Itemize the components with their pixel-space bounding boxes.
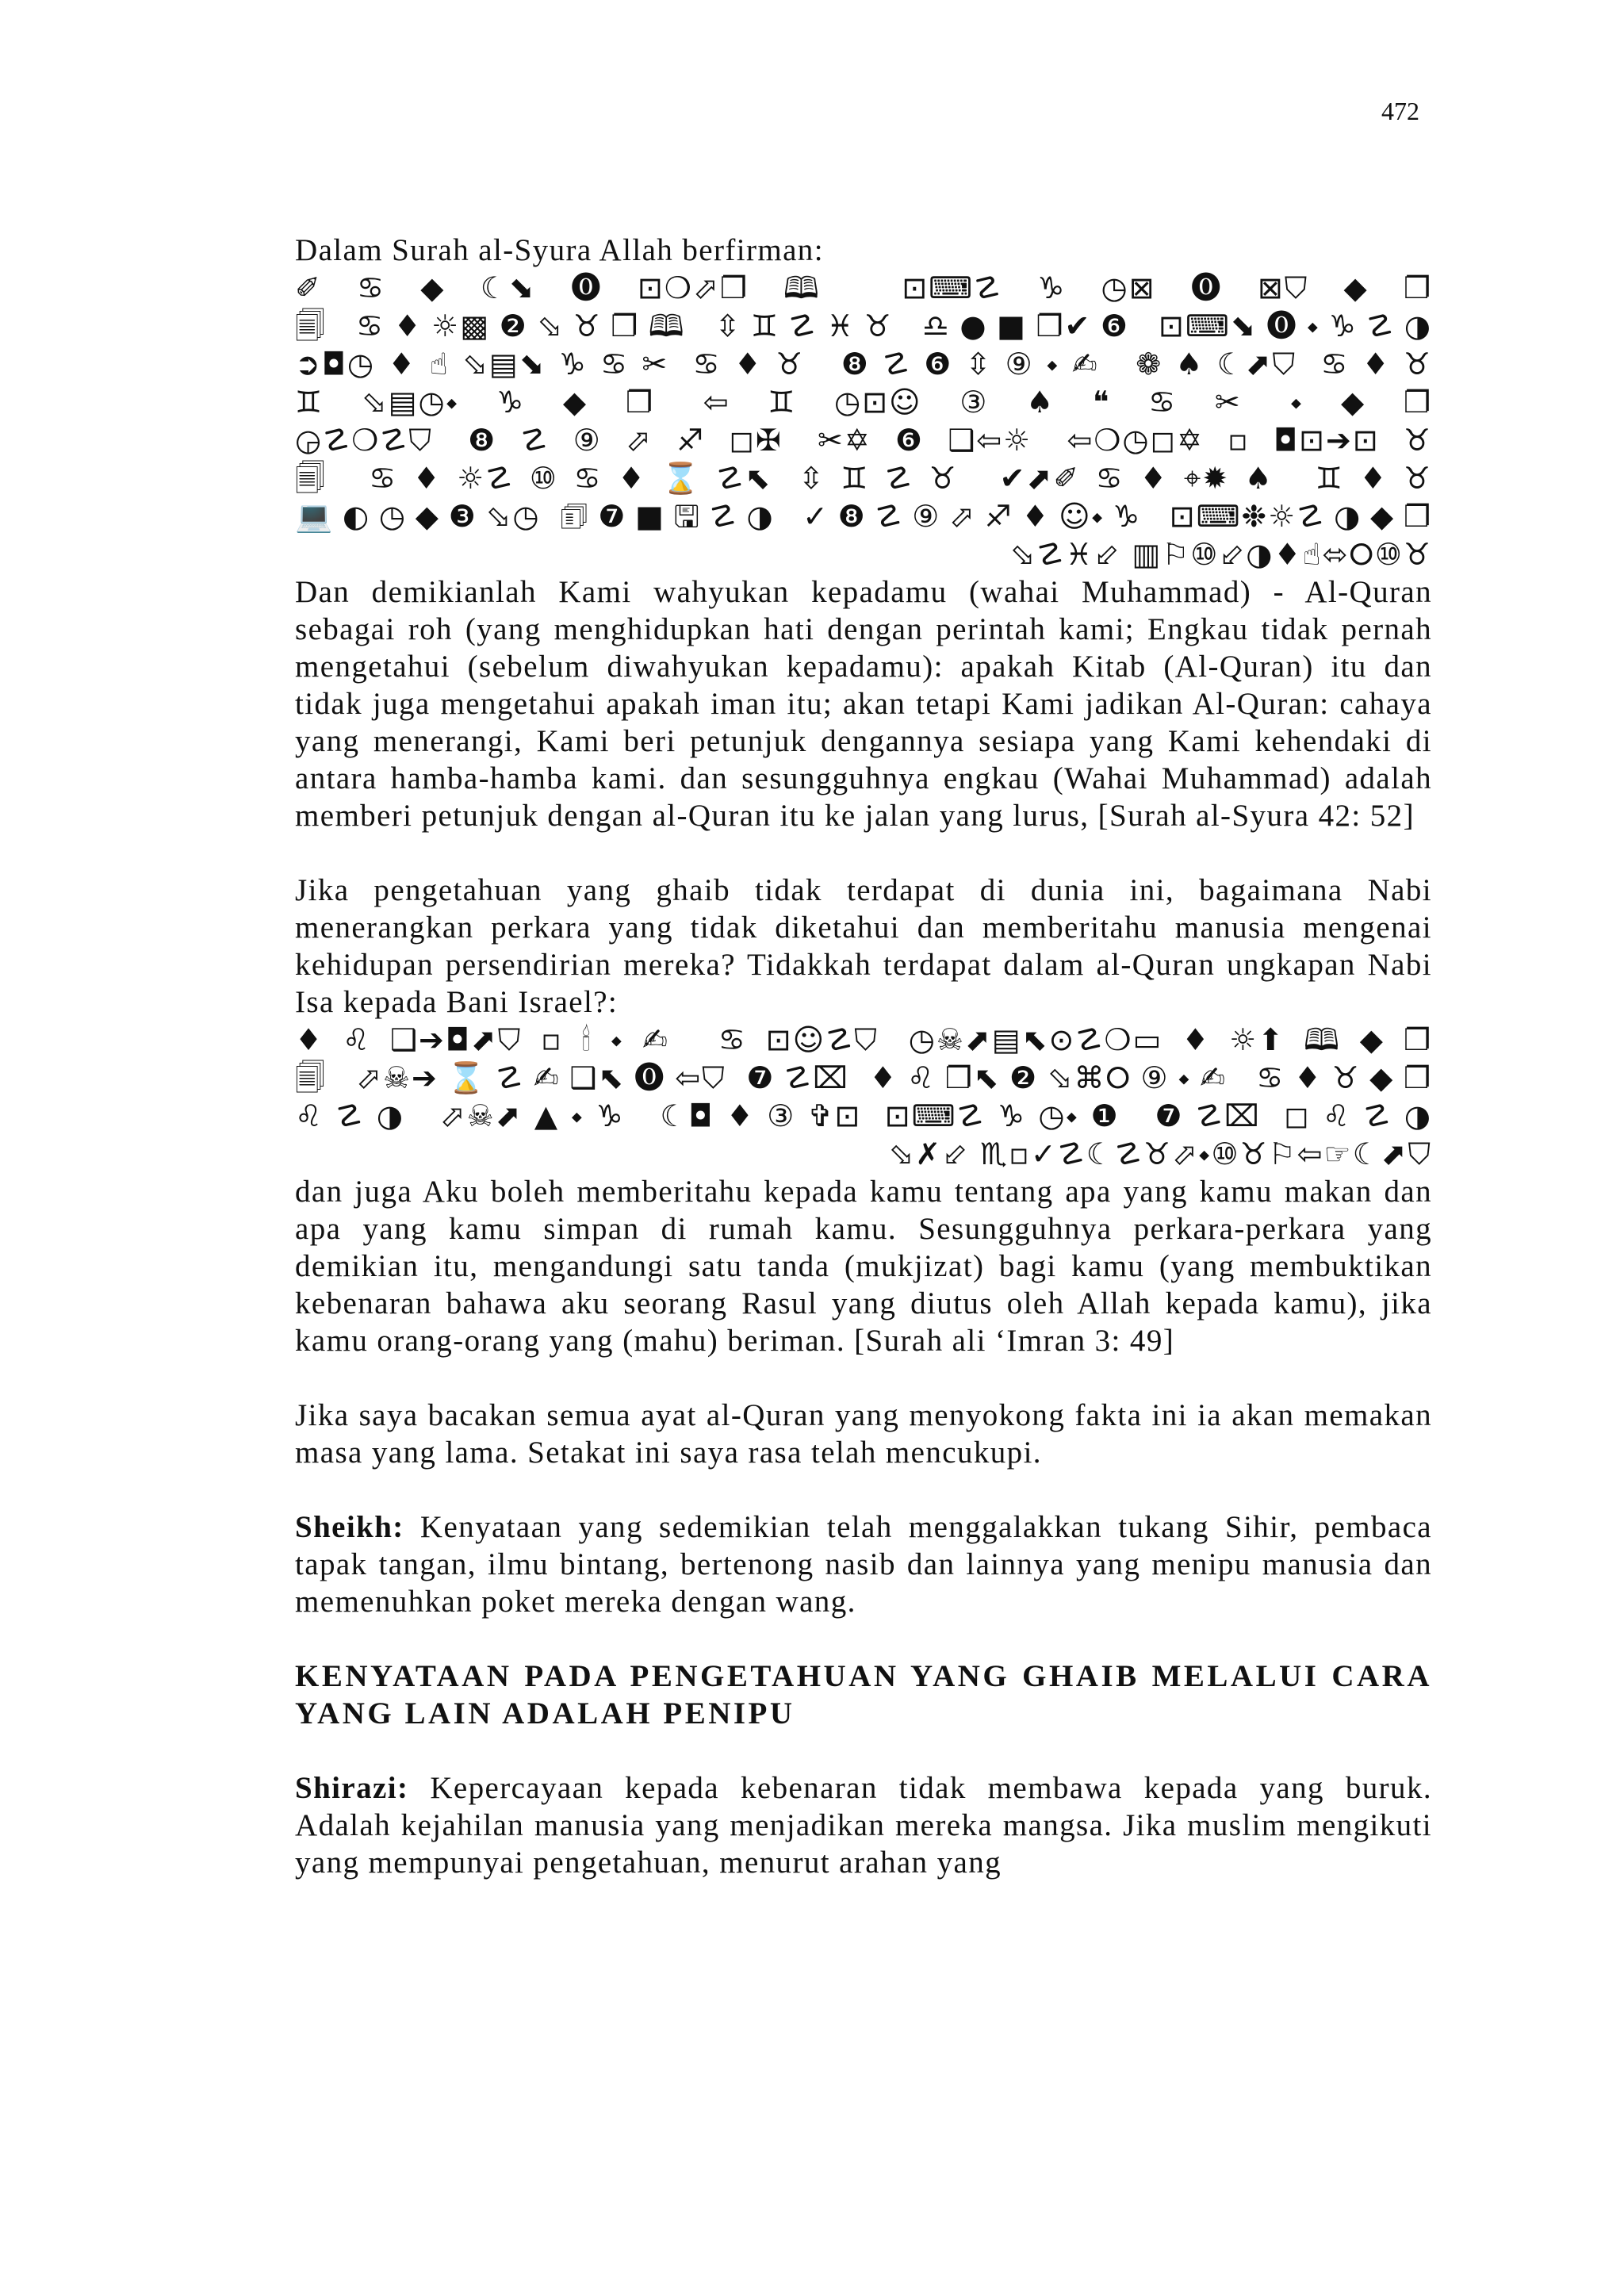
page-number: 472 [1381,97,1419,125]
page-content [295,232,1432,1881]
arabic-verse-line: 🗐 ♋♦☼☡⑩♋♦⌛☡⬉ ⇳♊☡♉ ✔⬈✐♋♦⌖✹♠ ♊♦♉ [295,461,1432,496]
arabic-verse-line: ⬂☡♓⬃ ▥⚐⑩⬃◑♦☝⬄⭘⑩♉ [1009,537,1432,572]
arabic-verse-line: ♌☡◑ ⬀☠⬈▲⬩♑ ☾◘♦③✞⊡ ⊡⌨☡♑◷⬩❶ ❼☡⌧ ◻♌☡◑ [295,1098,1432,1133]
paragraph-2: Jika pengetahuan yang ghaib tidak terdapat di dunia ini, bagaimana Nabi menerangkan perkara yang tidak diketahui dan memberitahu manusia mengenai kehidupan persendirian mereka? Tidakkah terdapat dalam al-Quran ungkapan Nabi Isa kepada Bani Israel?: [295,873,1432,1019]
intro-line: Dalam Surah al-Syura Allah berfirman: [295,233,824,267]
section-heading: KENYATAAN PADA PENGETAHUAN YANG GHAIB MELALUI CARA YANG LAIN ADALAH PENIPU [295,1659,1432,1731]
paragraph-spacer [295,1620,1432,1658]
paragraph-text: Kepercayaan kepada kebenaran tidak membawa kepada yang buruk. Adalah kejahilan manusia yang menjadikan mereka mangsa. Jika muslim mengikuti yang mempunyai pengetahuan, menurut arahan yang [295,1771,1432,1880]
arabic-verse-1 [295,269,1432,573]
paragraph-4 [295,1508,1432,1620]
paragraph-spacer [295,834,1432,872]
paragraph-spacer [295,1471,1432,1508]
arabic-verse-line: ⬂✗⬃ ♏▫✓☡☾☡♉⬀⬩⑩♉⚐⇦☞☾⬈⛉ [888,1137,1432,1171]
arabic-verse-line: 🗐 ♋♦☼▩❷⬂♉❐🕮 ⇳♊☡♓♉ ♎●■❐✔❻ ⊡⌨⬊⓿⬩♑☡◑ [295,309,1432,343]
paragraph-spacer [295,1359,1432,1397]
arabic-verse-2 [295,1021,1432,1173]
arabic-verse-line: ✐♋◆☾⬊⓿⊡❍⬀❐🕮 ⊡⌨☡♑◷⊠⓿⊠⛉◆❐ [295,270,1432,305]
arabic-verse-line: ♊⬂▤◷⬩♑◆❐ ⇦♊◷⊡☺③♠❝♋✂ ⬩◆❐ [295,385,1432,420]
arabic-verse-line: ➲◘◷♦☝⬂▤⬊♑♋✂ ♋♦♉ ❽☡❻⇳⑨⬩✍ ❁♠☾⬈⛉ ♋♦♉ [295,347,1432,381]
arabic-verse-line: 🗐 ⬀☠➔⌛☡✍❑⬉⓿⇦⛉ ❼☡⌧ ♦♌❐⬉❷⬂⌘⭘⑨⬩✍ ♋♦♉◆❐ [295,1060,1432,1095]
arabic-verse-line: ◶☡❍☡⛉ ❽☡⑨⬀♐◻✠ ✂✡❻❑⇦☼ ⇦❍◷◻✡▫◘⊡➔⊡♉ [295,423,1432,458]
speaker-label: Sheikh: [295,1510,404,1544]
paragraph-5 [295,1769,1432,1881]
arabic-verse-line: 💻◐◷◆❸⬂◷ 🗊❼■🖫☡◑ ✓❽☡⑨⬀♐♦☺⬩♑ ⊡⌨❉☼☡◑◆❐ [295,499,1432,534]
verse-translation-1: Dan demikianlah Kami wahyukan kepadamu (wahai Muhammad) - Al-Quran sebagai roh (yang menghidupkan hati dengan perintah kami; Engkau tidak pernah mengetahui (sebelum diwahyukan kepadamu): apakah Kitab (Al-Quran) itu dan tidak juga mengetahui apakah iman itu; akan tetapi Kami jadikan Al-Quran: cahaya yang menerangi, Kami beri petunjuk dengannya sesiapa yang Kami kehendaki di antara hamba-hamba kami. dan sesungguhnya engkau (Wahai Muhammad) adalah memberi petunjuk dengan al-Quran itu ke jalan yang lurus, [Surah al-Syura 42: 52] [295,575,1432,833]
arabic-verse-line: ♦♌❑➔◘⬈⛉▫🕯⬩✍ ♋⊡☺☡⛉ ◷☠⬈▤⬉⊙☡❍▭♦☼⬆🕮◆❐ [295,1022,1432,1057]
verse-translation-2: dan juga Aku boleh memberitahu kepada kamu tentang apa yang kamu makan dan apa yang kamu simpan di rumah kamu. Sesungguhnya perkara-perkara yang demikian itu, mengandungi satu tanda (mukjizat) bagi kamu (yang membuktikan kebenaran bahawa aku seorang Rasul yang diutus oleh Allah kepada kamu), jika kamu orang-orang yang (mahu) beriman. [Surah ali ‘Imran 3: 49] [295,1175,1432,1358]
paragraph-spacer [295,1732,1432,1769]
speaker-label: Shirazi: [295,1771,409,1805]
paragraph-text: Kenyataan yang sedemikian telah menggalakkan tukang Sihir, pembaca tapak tangan, ilmu bintang, bertenong nasib dan lainnya yang menipu manusia dan memenuhkan poket mereka dengan wang. [295,1510,1432,1619]
paragraph-3: Jika saya bacakan semua ayat al-Quran yang menyokong fakta ini ia akan memakan masa yang lama. Setakat ini saya rasa telah mencukupi. [295,1398,1432,1470]
